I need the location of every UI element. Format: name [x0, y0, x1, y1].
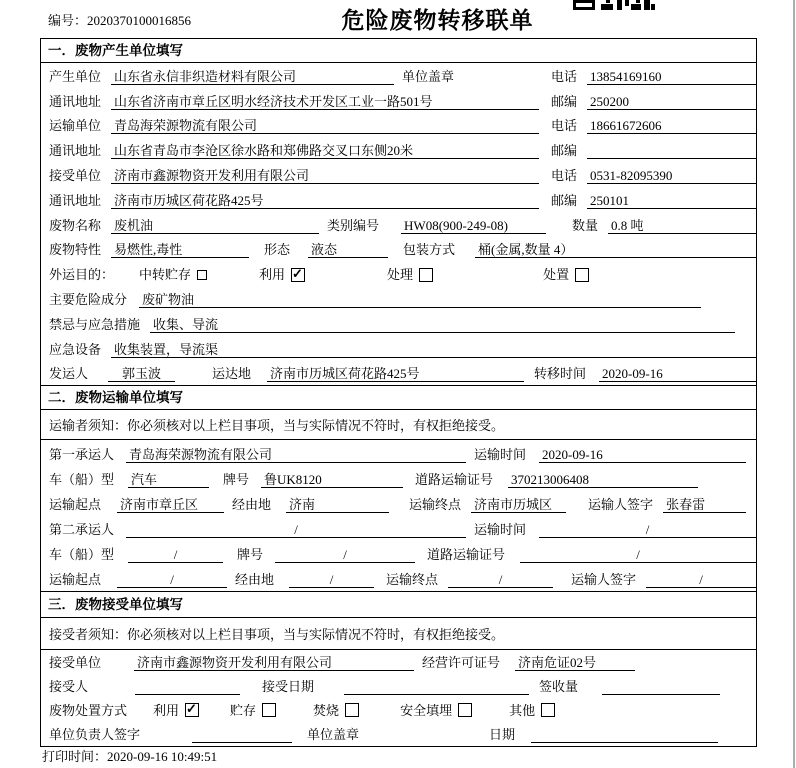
checkbox-label: 贮存: [230, 702, 257, 718]
checkbox-label: 利用: [153, 702, 180, 718]
checkbox-icon: [419, 268, 433, 282]
checkbox-label: 处置: [543, 267, 570, 283]
carrier1-row: [41, 440, 756, 465]
road-license-label: 道路运输证号: [415, 471, 494, 487]
accept-unit-label: 接受单位: [49, 655, 102, 671]
via-label: 经由地: [232, 496, 272, 512]
checkbox-icon: [197, 270, 207, 280]
purpose-label: 外运目的：: [49, 267, 115, 283]
carrier1-value: 青岛海荣源物流有限公司: [126, 446, 466, 463]
receiver-label: 接受单位: [49, 167, 102, 183]
address-label: 通讯地址: [49, 192, 102, 208]
zip-label: 邮编: [551, 93, 578, 109]
carrier2-row: [41, 516, 756, 541]
section3-title: 三．废物接受单位填写: [41, 591, 756, 618]
checkbox-icon: [291, 268, 305, 282]
receiver-notice: 接受者须知：你必须核对以上栏目事项，当与实际情况不符时，有权拒绝接受。: [41, 618, 756, 650]
quantity-label: 数量: [572, 217, 599, 233]
date-label: 日期: [489, 726, 516, 742]
license2-value: /: [520, 546, 756, 563]
manager-sign-row: [41, 722, 756, 746]
transport-time-label: 运输时间: [474, 522, 527, 538]
category-label: 类别编号: [327, 217, 380, 233]
checkbox-label: 中转贮存: [139, 267, 192, 283]
category-value: HW08(900-249-08): [401, 217, 546, 234]
origin-label: 运输起点: [49, 572, 102, 588]
phone-label: 电话: [551, 68, 578, 84]
transporter-row: [41, 113, 756, 138]
receiver-zip-value: 250101: [587, 192, 756, 209]
transporter-left-group: [49, 117, 539, 134]
quantity-value: 0.8 吨: [608, 217, 756, 234]
date-value: [531, 726, 718, 743]
producer-zip-value: 250200: [587, 93, 756, 110]
form-value: 液态: [308, 241, 388, 258]
transfer-form-table: [40, 38, 757, 747]
transporter-value: 青岛海荣源物流有限公司: [111, 117, 539, 134]
disposal-option-utilize: [153, 702, 199, 719]
accept-date-value: [344, 678, 529, 695]
transporter-address-row: [41, 137, 756, 162]
via2-value: /: [289, 571, 374, 588]
license1-value: 370213006408: [508, 471, 698, 488]
sender-value: 郭玉波: [108, 365, 175, 382]
checkbox-label: 利用: [259, 267, 286, 283]
zip-label: 邮编: [551, 192, 578, 208]
producer-address-row: [41, 88, 756, 113]
purpose-option-dispose: [543, 266, 589, 283]
purpose-row: [41, 261, 756, 286]
characteristics-label: 废物特性: [49, 242, 102, 258]
vehicle1-row: [41, 466, 756, 491]
disposal-row: [41, 698, 756, 722]
transporter-sign-label: 运输人签字: [588, 496, 654, 512]
checkbox-label: 其他: [509, 702, 536, 718]
transporter-address-value: 山东省青岛市李沧区徐水路和郑佛路交叉口东侧20米: [111, 142, 539, 159]
receiver-value: 济南市鑫源物资开发利用有限公司: [111, 167, 539, 184]
checkbox-icon: [458, 703, 472, 717]
waste-name-label: 废物名称: [49, 217, 102, 233]
vehicle2-value: /: [128, 546, 223, 563]
amount-value: [602, 678, 720, 695]
producer-label: 产生单位: [49, 68, 102, 84]
unit-seal-label: 单位盖章: [307, 726, 360, 742]
end-label: 运输终点: [386, 572, 439, 588]
hazard-row: [41, 286, 756, 311]
receiver-left-group: [49, 167, 539, 184]
disposal-label: 废物处置方式: [49, 702, 128, 718]
plate-label: 牌号: [223, 471, 250, 487]
waste-name-value: 废机油: [111, 217, 319, 234]
section1-title: 一．废物产生单位填写: [41, 39, 756, 63]
zip-label: 邮编: [551, 143, 578, 159]
accept-unit-row: [41, 650, 756, 674]
destination-label: 运达地: [212, 366, 252, 382]
print-time-value: 2020-09-16 10:49:51: [107, 749, 218, 764]
acceptor-label: 接受人: [49, 679, 89, 695]
route2-row: [41, 566, 756, 591]
acceptor-value: [135, 678, 240, 695]
taboo-row: [41, 311, 756, 336]
end-label: 运输终点: [409, 496, 462, 512]
packaging-label: 包装方式: [403, 242, 456, 258]
disposal-option-incinerate: [313, 702, 359, 719]
waste-characteristics-row: [41, 237, 756, 262]
sender-row: [41, 361, 756, 386]
page-title: 危险废物转移联单: [341, 8, 534, 33]
carrier2-label: 第二承运人: [49, 522, 115, 538]
plate2-value: /: [275, 546, 415, 563]
transporter-label: 运输单位: [49, 118, 102, 134]
address-label: 通讯地址: [49, 143, 102, 159]
producer-phone-value: 13854169160: [587, 68, 756, 85]
origin-label: 运输起点: [49, 496, 102, 512]
form-label: 形态: [264, 242, 291, 258]
end1-value: 济南市历城区: [471, 496, 566, 513]
sign2-value: /: [646, 571, 756, 588]
print-time-label: 打印时间：: [42, 749, 108, 764]
hazard-label: 主要危险成分: [49, 291, 128, 307]
waste-name-row: [41, 212, 756, 237]
equipment-row: [41, 336, 756, 361]
route1-row: [41, 491, 756, 516]
checkbox-label: 焚烧: [313, 702, 340, 718]
taboo-label: 禁忌与应急措施: [49, 316, 141, 332]
checkbox-icon: [541, 703, 555, 717]
serial-label: 编号：: [48, 13, 88, 28]
sender-label: 发运人: [49, 366, 89, 382]
transfer-time-label: 转移时间: [534, 366, 587, 382]
permit-label: 经营许可证号: [422, 655, 501, 671]
sign1-value: 张春雷: [663, 496, 746, 513]
address-label: 通讯地址: [49, 93, 102, 109]
qr-code-fragment: [573, 0, 655, 10]
unit-seal-label: 单位盖章: [402, 68, 455, 84]
end2-value: /: [448, 571, 553, 588]
producer-left-group: [49, 68, 539, 85]
hazard-value: 废矿物油: [139, 291, 701, 308]
via-label: 经由地: [235, 572, 275, 588]
vehicle-type-label: 车（船）型: [49, 547, 115, 563]
plate1-value: 鲁UK8120: [261, 471, 403, 488]
vehicle-type-label: 车（船）型: [49, 471, 115, 487]
transporter-phone-value: 18661672606: [587, 117, 756, 134]
permit-value: 济南危证02号: [515, 654, 635, 671]
producer-address-left-group: [49, 93, 539, 110]
taboo-value: 收集、导流: [150, 316, 735, 333]
checkbox-icon: [262, 703, 276, 717]
accept-unit-value: 济南市鑫源物资开发利用有限公司: [134, 654, 414, 671]
transport-time1-value: 2020-09-16: [539, 446, 746, 463]
transporter-address-left-group: [49, 142, 539, 159]
transporter-zip-value: [587, 142, 756, 159]
checkbox-icon: [575, 268, 589, 282]
window-edge-line: [793, 0, 795, 768]
amount-label: 签收量: [539, 679, 579, 695]
checkbox-icon: [185, 703, 199, 717]
destination-value: 济南市历城区荷花路425号: [267, 365, 524, 382]
receiver-phone-value: 0531-82095390: [587, 167, 756, 184]
checkbox-label: 安全填埋: [400, 702, 453, 718]
manager-sign-label: 单位负责人签字: [49, 726, 141, 742]
vehicle2-row: [41, 541, 756, 566]
packaging-value: 桶(金属,数量 4）: [475, 241, 756, 258]
via1-value: 济南: [286, 496, 389, 513]
vehicle1-value: 汽车: [128, 471, 209, 488]
transporter-sign-label: 运输人签字: [571, 572, 637, 588]
manager-sign-value: [192, 726, 292, 743]
carrier2-value: /: [126, 521, 466, 538]
producer-row: [41, 63, 756, 88]
equipment-label: 应急设备: [49, 341, 102, 357]
phone-label: 电话: [551, 167, 578, 183]
checkbox-icon: [345, 703, 359, 717]
purpose-option-transfer-storage: [139, 266, 207, 283]
origin2-value: /: [117, 571, 227, 588]
acceptor-row: [41, 674, 756, 698]
plate-label: 牌号: [237, 547, 264, 563]
transport-time-label: 运输时间: [474, 446, 527, 462]
producer-value: 山东省永信非织造材料有限公司: [111, 68, 394, 85]
disposal-option-other: [509, 702, 555, 719]
origin1-value: 济南市章丘区: [117, 496, 224, 513]
receiver-address-left-group: [49, 192, 539, 209]
characteristics-value: 易燃性,毒性: [111, 241, 249, 258]
receiver-address-row: [41, 187, 756, 212]
receiver-address-value: 济南市历城区荷花路425号: [111, 192, 539, 209]
transporter-notice: 运输者须知：你必须核对以上栏目事项，当与实际情况不符时，有权拒绝接受。: [41, 410, 756, 440]
disposal-option-landfill: [400, 702, 472, 719]
equipment-value: 收集装置，导流渠: [111, 341, 756, 358]
road-license-label: 道路运输证号: [427, 547, 506, 563]
purpose-option-utilize: [259, 266, 305, 283]
accept-date-label: 接受日期: [262, 679, 315, 695]
disposal-option-store: [230, 702, 276, 719]
transfer-time-value: 2020-09-16: [599, 365, 756, 382]
receiver-row: [41, 162, 756, 187]
section2-title: 二．废物运输单位填写: [41, 385, 756, 410]
checkbox-label: 处理: [387, 267, 414, 283]
producer-address-value: 山东省济南市章丘区明水经济技术开发区工业一路501号: [111, 93, 539, 110]
phone-label: 电话: [551, 118, 578, 134]
print-time-line: [42, 746, 217, 765]
carrier1-label: 第一承运人: [49, 446, 115, 462]
purpose-option-treat: [387, 266, 433, 283]
transport-time2-value: /: [539, 521, 756, 538]
serial-value: 2020370100016856: [87, 13, 192, 28]
